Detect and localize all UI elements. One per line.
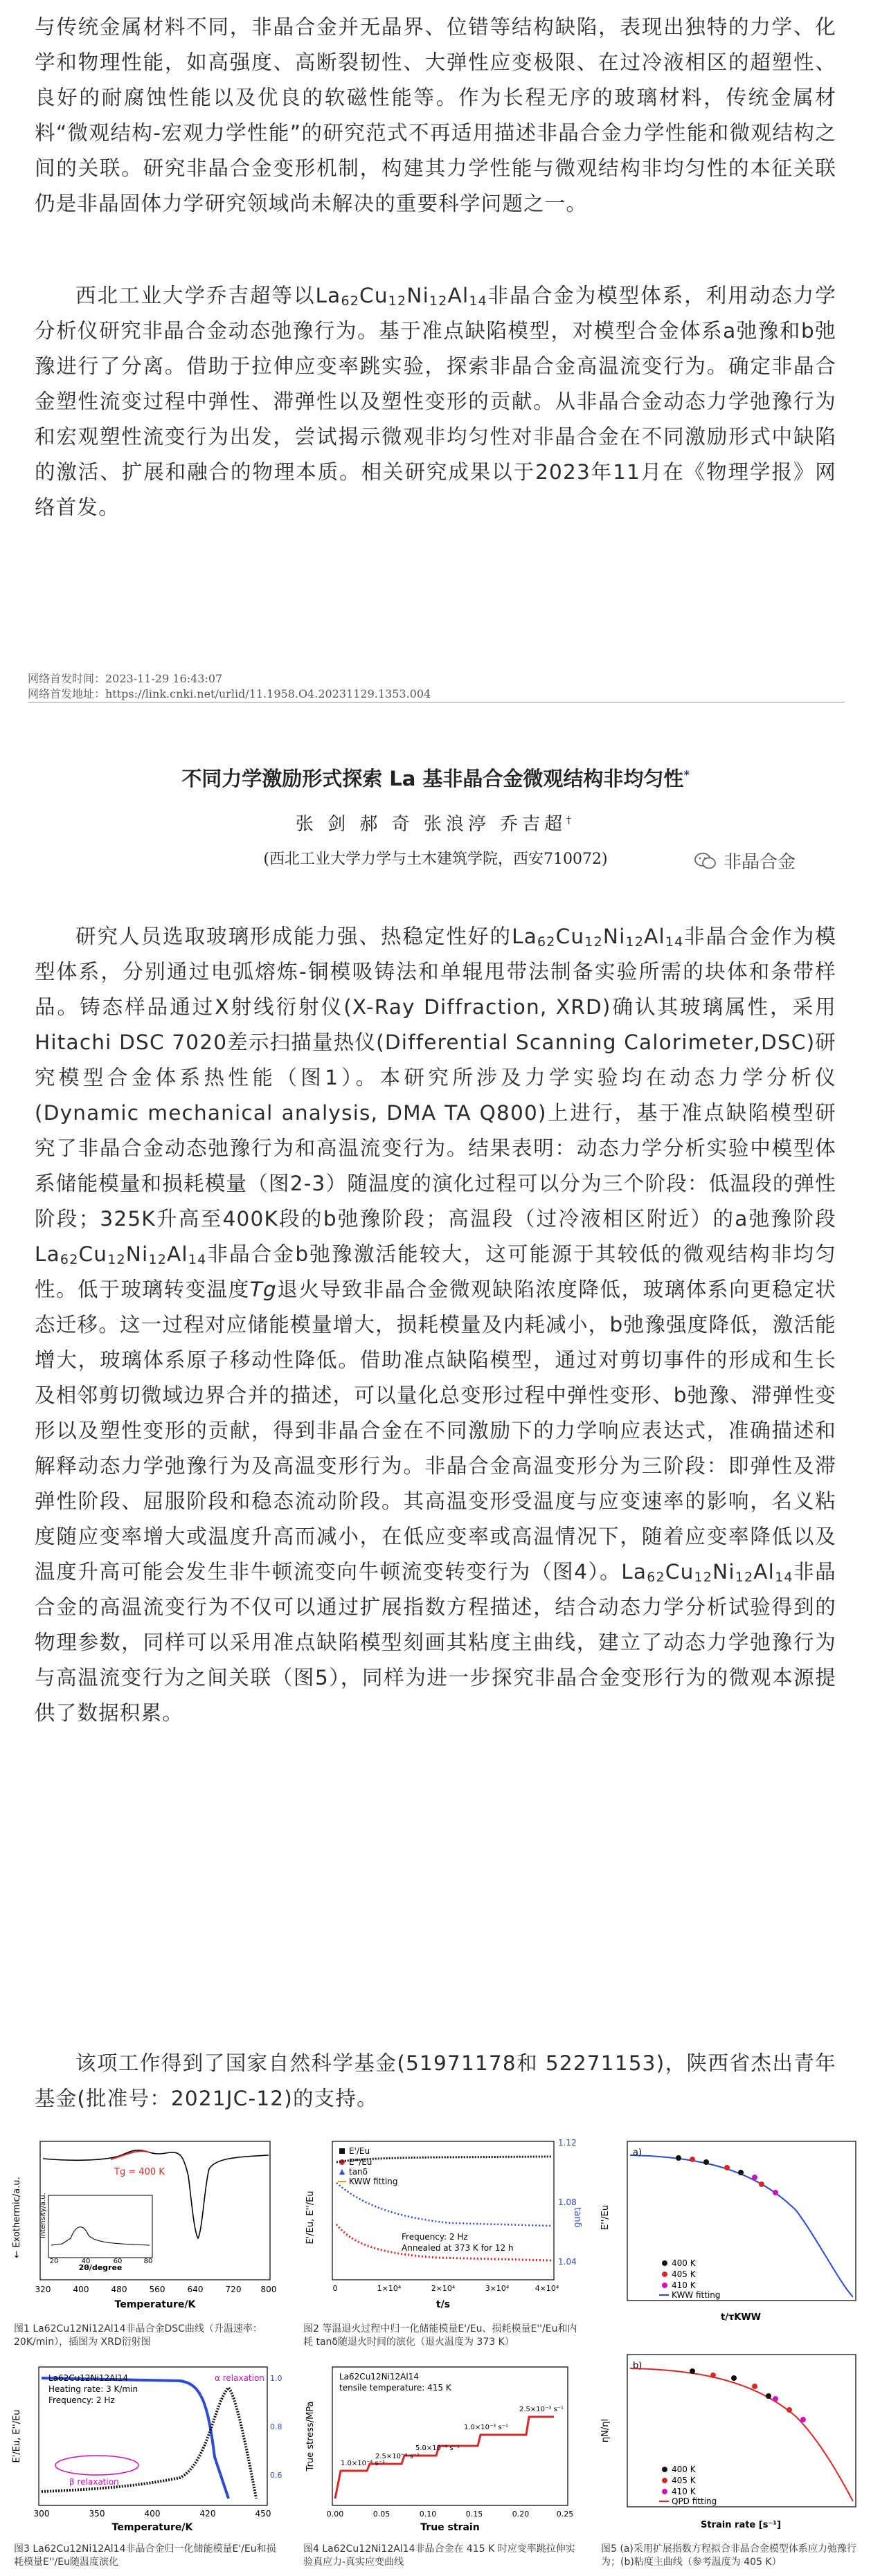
svg-text:1.08: 1.08: [558, 2197, 577, 2207]
svg-text:720: 720: [225, 2285, 242, 2294]
svg-text:tanδ: tanδ: [349, 2167, 368, 2177]
svg-text:400: 400: [73, 2285, 89, 2294]
svg-text:40: 40: [81, 2258, 91, 2265]
svg-text:Strain rate [s⁻¹]: Strain rate [s⁻¹]: [701, 2520, 781, 2530]
figure-5a-relaxation-chart: [595, 2134, 864, 2342]
svg-text:800: 800: [260, 2285, 277, 2294]
publish-url: 网络首发地址：https://link.cnki.net/urlid/11.1958.O4.20231129.1353.004: [28, 687, 431, 700]
svg-text:400 K: 400 K: [672, 2465, 696, 2474]
svg-text:a): a): [633, 2148, 643, 2158]
fig1-xticks: [35, 2285, 277, 2294]
svg-text:0.6: 0.6: [270, 2471, 282, 2480]
svg-text:1.0×10⁻³ s⁻¹: 1.0×10⁻³ s⁻¹: [464, 2424, 508, 2431]
alloy-formula: $La_{62}Cu_{12}Ni_{12}Al_{14}$: [315, 284, 487, 309]
svg-text:E''/Eu: E''/Eu: [349, 2157, 372, 2167]
svg-text:QPD fitting: QPD fitting: [672, 2496, 717, 2506]
svg-text:5.0×10⁻⁴ s⁻¹: 5.0×10⁻⁴ s⁻¹: [415, 2445, 460, 2452]
svg-text:t/τKWW: t/τKWW: [720, 2312, 762, 2323]
svg-text:Heating rate: 3 K/min: Heating rate: 3 K/min: [48, 2384, 138, 2394]
svg-text:E'/Eu, E''/Eu: E'/Eu, E''/Eu: [305, 2190, 316, 2244]
fig2-caption: 图2 等温退火过程中归一化储能模量E'/Eu、损耗模量E''/Eu和内耗 tanδ随退火时间的演化（退火温度为 373 K）: [303, 2323, 577, 2348]
svg-text:1.12: 1.12: [558, 2138, 577, 2148]
svg-text:1.0: 1.0: [270, 2374, 282, 2383]
svg-text:350: 350: [89, 2509, 105, 2519]
svg-text:60: 60: [113, 2258, 123, 2265]
funding-paragraph: 该项工作得到了国家自然科学基金(51971178和 52271153)，陕西省杰出青年基金(批准号：2021JC-12)的支持。: [35, 2051, 836, 2110]
fig1-tg-label: Tg = 400 K: [114, 2167, 165, 2177]
fig6-caption: 图5 (a)采用扩展指数方程拟合非晶合金模型体系应力弛豫行为；(b)粘度主曲线（参考温度为 405 K）: [601, 2543, 856, 2568]
svg-text:2.5×10⁻⁴ s⁻¹: 2.5×10⁻⁴ s⁻¹: [375, 2453, 420, 2460]
svg-text:tanδ: tanδ: [572, 2207, 582, 2228]
figure-1-dsc-chart: [7, 2134, 284, 2320]
svg-text:Frequency: 2 Hz: Frequency: 2 Hz: [48, 2395, 115, 2405]
svg-text:0.15: 0.15: [465, 2510, 483, 2519]
method-paragraph: 研究人员选取玻璃形成能力强、热稳定性好的$La_{62}Cu_{12}Ni_{12}Al_{14}$非晶合金作为模型体系，分别通过电弧熔炼-铜模吸铸法和单辊甩带法制备实验所需的块体和条带样品。铸态样品通过X射线衍射仪(X-Ray Diffraction, XRD)确认其玻璃属性，采用Hitachi DSC 7020差示扫描量热仪(Differential Scanning Calorimeter,DSC)研究模型合金体系热性能（图1）。本研究所涉及力学实验均在动态力学分析仪(Dynamic mechanical analysis, DMA TA Q800)上进行，基于准点缺陷模型研究了非晶合金动态弛豫行为和高温流变行为。结果表明：动态力学分析实验中模型体系储能模量和损耗模量（图2-3）随温度的演化过程可以分为三个阶段：低温段的弹性阶段；325K升高至400K段的b弛豫阶段；高温段（过冷液相区附近）的a弛豫阶段$La_{62}Cu_{12}Ni_{12}Al_{14}$非晶合金b弛豫激活能较大，这可能源于其较低的微观结构非均匀性。低于玻璃转变温度Tg退火导致非晶合金微观缺陷浓度降低，玻璃体系向更稳定状态迁移。这一过程对应储能模量增大，损耗模量及内耗减小，b弛豫强度降低，激活能增大，玻璃体系原子移动性降低。借助准点缺陷模型，通过对剪切事件的形成和生长及相邻剪切微域边界合并的描述，可以量化总变形过程中弹性变形、b弛豫、滞弹性变形以及塑性变形的贡献，得到非晶合金在不同激励下的力学响应表达式，准确描述和解释动态力学弛豫行为及高温变形行为。非晶合金高温变形分为三阶段：即弹性及滞弹性阶段、屈服阶段和稳态流动阶段。其高温变形受温度与应变速率的影响，名义粘度随应变率增大或温度升高而减小，在低应变率或高温情况下，随着应变率降低以及温度升高可能会发生非牛顿流变向牛顿流变转变行为（图4）。$La_{62}Cu_{12}Ni_{12}Al_{14}$非晶合金的高温流变行为不仅可以通过扩展指数方程描述，结合动态力学分析试验得到的物理参数，同样可以采用准点缺陷模型刻画其粘度主曲线，建立了动态力学弛豫行为与高温流变行为之间关联（图5），同样为进一步探究非晶合金变形行为的微观本源提供了数据积累。: [35, 925, 836, 1725]
svg-text:4×10⁴: 4×10⁴: [535, 2284, 559, 2293]
svg-text:2×10⁴: 2×10⁴: [431, 2284, 456, 2293]
svg-text:450: 450: [255, 2509, 271, 2519]
svg-text:0.00: 0.00: [326, 2510, 344, 2519]
svg-text:410 K: 410 K: [672, 2487, 696, 2496]
fig1-inset: [48, 2195, 152, 2258]
svg-text:True strain: True strain: [420, 2522, 480, 2533]
svg-text:Temperature/K: Temperature/K: [111, 2522, 193, 2533]
svg-text:E'/Eu, E''/Eu: E'/Eu, E''/Eu: [12, 2409, 22, 2463]
fig1-ylabel: ← Exothermic/a.u.: [12, 2177, 22, 2258]
svg-text:300: 300: [33, 2509, 50, 2519]
svg-text:80: 80: [143, 2258, 153, 2265]
figure-3-dma-chart: [7, 2360, 284, 2541]
svg-text:E''/Eu: E''/Eu: [600, 2204, 611, 2231]
svg-text:La62Cu12Ni12Al14: La62Cu12Ni12Al14: [48, 2373, 128, 2383]
svg-text:3×10⁴: 3×10⁴: [485, 2284, 510, 2293]
paper-authors: 张 剑 郝 奇 张浪渟 乔吉超†: [295, 814, 576, 835]
svg-text:Annealed at 373 K for 12 h: Annealed at 373 K for 12 h: [402, 2243, 514, 2253]
figure-5b-viscosity-chart: [595, 2348, 864, 2541]
svg-text:0.25: 0.25: [556, 2510, 574, 2519]
svg-text:0.10: 0.10: [419, 2510, 437, 2519]
summary-paragraph: [35, 278, 836, 525]
svg-text:La62Cu12Ni12Al14: La62Cu12Ni12Al14: [339, 2372, 419, 2382]
svg-text:1.04: 1.04: [558, 2257, 577, 2267]
svg-text:480: 480: [111, 2285, 127, 2294]
svg-text:tensile temperature: 415 K: tensile temperature: 415 K: [339, 2383, 451, 2393]
svg-text:KWW fitting: KWW fitting: [672, 2290, 721, 2300]
svg-text:t/s: t/s: [436, 2299, 451, 2310]
summary-before: 西北工业大学乔吉超等以: [75, 284, 316, 307]
figure-2-annealing-chart: [298, 2134, 589, 2320]
svg-text:α relaxation: α relaxation: [215, 2373, 264, 2383]
svg-text:Frequency: 2 Hz: Frequency: 2 Hz: [402, 2232, 468, 2242]
figure-4-tensile-chart: [298, 2360, 589, 2541]
publish-time: 网络首发时间：2023-11-29 16:43:07: [28, 672, 223, 685]
svg-text:b): b): [633, 2361, 643, 2371]
intro-paragraph: 与传统金属材料不同，非晶合金并无晶界、位错等结构缺陷，表现出独特的力学、化学和物理性能，如高强度、高断裂韧性、大弹性应变极限、在过冷液相区的超塑性、良好的耐腐蚀性能以及优良的软磁性能等。作为长程无序的玻璃材料，传统金属材料“微观结构-宏观力学性能”的研究范式不再适用描述非晶合金力学性能和微观结构之间的关联。研究非晶合金变形机制，构建其力学性能与微观结构非均匀性的本征关联仍是非晶固体力学研究领域尚未解决的重要科学问题之一。: [35, 15, 836, 215]
svg-text:400 K: 400 K: [672, 2258, 696, 2268]
svg-text:320: 320: [35, 2285, 51, 2294]
svg-text:0: 0: [332, 2284, 338, 2293]
svg-text:410 K: 410 K: [672, 2280, 696, 2290]
paper-affiliation: (西北工业大学力学与土木建筑学院，西安710072): [263, 851, 608, 868]
svg-text:405 K: 405 K: [672, 2269, 696, 2279]
svg-text:420: 420: [199, 2509, 216, 2519]
svg-text:640: 640: [187, 2285, 204, 2294]
svg-text:1×10⁴: 1×10⁴: [377, 2284, 402, 2293]
svg-text:405 K: 405 K: [672, 2476, 696, 2485]
svg-text:20: 20: [49, 2258, 59, 2265]
alloy-formula: $La_{62}Cu_{12}Ni_{12}Al_{14}$: [621, 1560, 793, 1585]
summary-after: 非晶合金为模型体系，利用动态力学分析仪研究非晶合金动态弛豫行为。基于准点缺陷模型，对模型合金体系a弛豫和b弛豫进行了分离。借助于拉伸应变率跳实验，探索非晶合金高温流变行为。确定非晶合金塑性流变过程中弹性、滞弹性以及塑性变形的贡献。从非晶合金动态力学弛豫行为和宏观塑性流变行为出发，尝试揭示微观非均匀性对非晶合金在不同激励形式中缺陷的激活、扩展和融合的物理本质。相关研究成果以于2023年11月在《物理学报》网络首发。: [35, 284, 836, 519]
fig5-caption: 图4 La62Cu12Ni12Al14非晶合金在 415 K 时应变率跳拉伸实验真应力-真实应变曲线: [303, 2543, 575, 2568]
svg-text:2θ/degree: 2θ/degree: [78, 2263, 123, 2272]
wechat-icon: [694, 852, 717, 870]
svg-text:0.05: 0.05: [372, 2510, 390, 2519]
svg-text:1.0×10⁻⁴ s⁻¹: 1.0×10⁻⁴ s⁻¹: [341, 2460, 385, 2467]
svg-text:560: 560: [149, 2285, 165, 2294]
svg-text:0.20: 0.20: [512, 2510, 530, 2519]
fig4-caption: 图3 La62Cu12Ni12Al14非晶合金归一化储能模量E'/Eu和损耗模量E''/Eu随温度演化: [14, 2543, 276, 2568]
svg-text:0.8: 0.8: [270, 2422, 282, 2431]
svg-text:Intensity/a.u.: Intensity/a.u.: [39, 2193, 47, 2238]
svg-text:400: 400: [144, 2509, 161, 2519]
svg-text:2.5×10⁻³ s⁻¹: 2.5×10⁻³ s⁻¹: [519, 2406, 564, 2413]
fig1-xlabel: Temperature/K: [114, 2299, 196, 2310]
figure-collage: [7, 2134, 864, 2569]
svg-text:ηN/ηl: ηN/ηl: [600, 2418, 611, 2443]
paper-title: 不同力学激励形式探索 La 基非晶合金微观结构非均匀性*: [181, 767, 690, 790]
svg-text:β relaxation: β relaxation: [69, 2477, 119, 2487]
alloy-formula: $La_{62}Cu_{12}Ni_{12}Al_{14}$: [512, 925, 684, 950]
svg-text:True stress/MPa: True stress/MPa: [305, 2401, 316, 2471]
svg-text:E'/Eu: E'/Eu: [349, 2146, 370, 2156]
alloy-formula: $La_{62}Cu_{12}Ni_{12}Al_{14}$: [35, 1242, 207, 1267]
svg-text:KWW fitting: KWW fitting: [349, 2177, 398, 2186]
fig1-caption: 图1 La62Cu12Ni12Al14非晶合金DSC曲线（升温速率：20K/min），插图为 XRD衍射图: [14, 2323, 262, 2348]
watermark: 非晶合金: [694, 848, 796, 873]
